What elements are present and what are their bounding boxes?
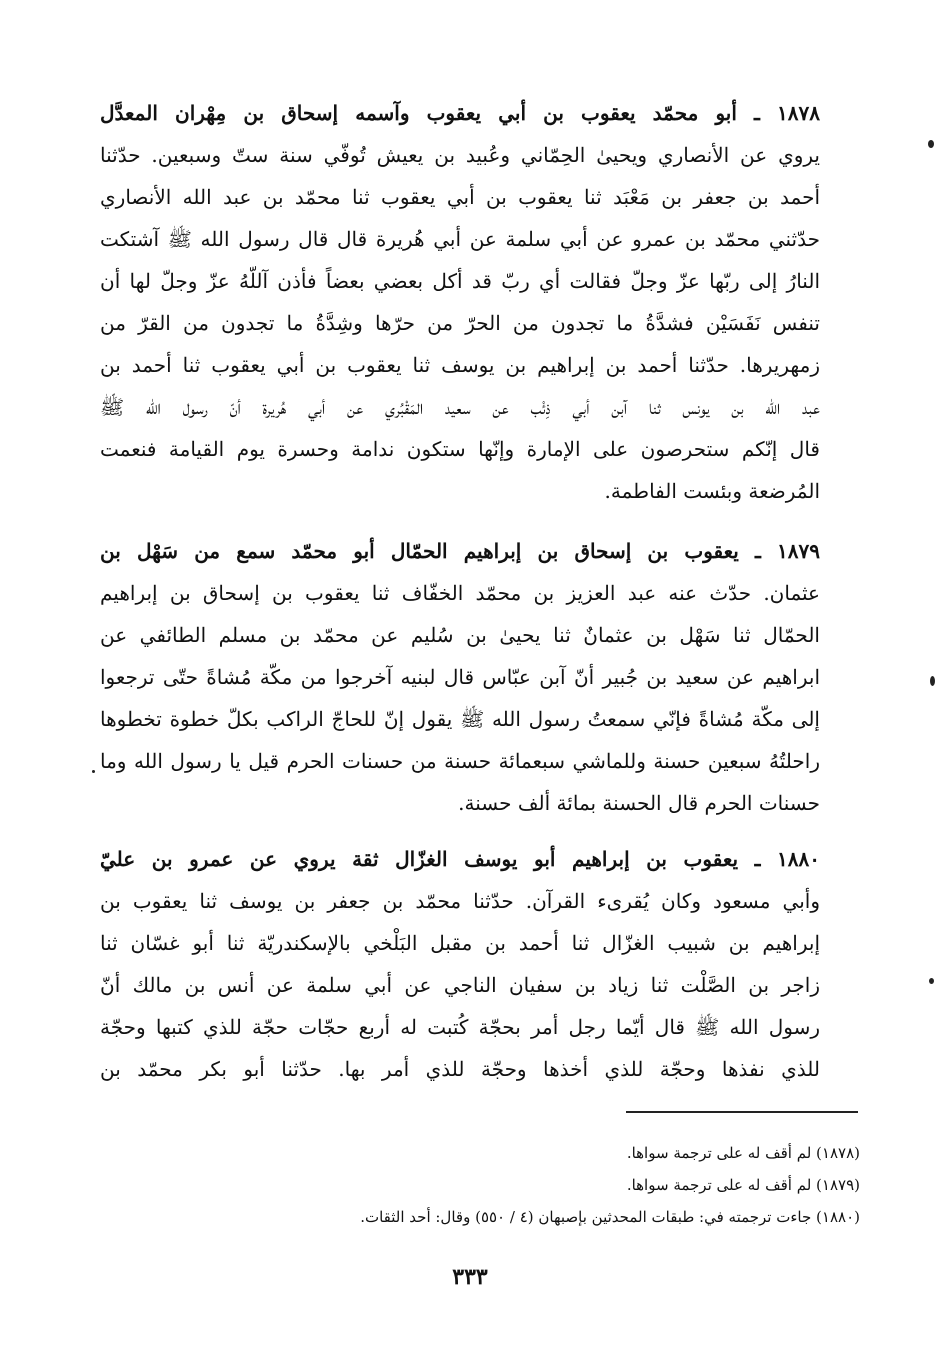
text-line: حسنات الحرم قال الحسنة بمائة ألف حسنة. [458,791,820,815]
footnote-1878: (١٨٧٨) لم أقف له على ترجمة سواها. [626,1144,860,1162]
scan-speck [929,978,934,984]
text-line: وأبي مسعود وكان يُقرىء القرآن. حدّثنا محمّد بن جعفر بن يوسف ثنا يعقوب بن [100,889,820,913]
text-line: حدّثني محمّد بن عمرو عن أبي سلمة عن أبي هُريرة قال قال رسول الله ﷺ آشتكت [100,227,820,251]
text-line: راحلتُهُ سبعين حسنة وللماشي سبعمائة حسنة من حسنات الحرم قيل يا رسول الله وما [100,749,820,773]
text-line: المُرضعة وبئست الفاطمة. [604,479,820,503]
text-line: عثمان. حدّث عنه عبد العزيز بن محمّد الخفّاف ثنا يعقوب بن إسحاق بن إبراهيم [100,581,820,605]
text-line: للذي نفذها وحجّة للذي أخذها وحجّة للذي أمر بها. حدّثنا أبو بكر محمّد بن [100,1057,820,1081]
text-line: يروي عن الأنصاري ويحيىٰ الحِمّاني وعُبيد بن يعيش تُوفّي سنة ستّ وسبعين. حدّثنا [100,143,820,167]
text-line: تنفس نَفَسَيْن فشدَّةُ ما تجدون من الحرّ من حرّها وشِدَّةُ ما تجدون من القرّ من [100,311,820,335]
scan-speck [928,140,934,148]
text-line: رسول الله ﷺ قال أيّما رجل أمر بحجّة كُتبت له أربع حجّات حجّة للذي كتبها وحجّة [100,1015,820,1039]
entry-heading: ١٨٧٩ ـ يعقوب بن إسحاق بن إبراهيم الحمّال أبو محمّد سمع من سَهْل بن [100,539,820,563]
page-number: ٣٣٣ [452,1264,488,1290]
scan-speck [92,770,95,773]
text-line: الحمّال ثنا سَهْل بن عثمانٌ ثنا يحيىٰ بن سُليم عن محمّد بن مسلم الطائفي عن [100,623,820,647]
footnote-1880: (١٨٨٠) جاءت ترجمته في: طبقات المحدثين بإصبهان (٤ / ٥٥٠) وقال: أحد الثقات. [360,1208,860,1226]
entry-1878 [100,92,820,512]
footnote-separator [626,1111,858,1113]
scan-speck [930,676,935,686]
footnotes [220,1137,860,1233]
text-line: زمهريرها. حدّثنا أحمد بن إبراهيم بن يوسف ثنا يعقوب بن أبي يعقوب ثنا أحمد بن [100,353,820,377]
text-line: عبد الله بن يونس ثنا آبن أبي ذِئْب عن سعيد المَقْبُري عن أبي هُريرة أنّ رسول الله ﷺ [100,395,820,419]
entry-heading: ١٨٧٨ ـ أبو محمّد يعقوب بن أبي يعقوب وآسمه إسحاق بن مِهْران المعدَّل [100,101,820,125]
entry-1879 [100,530,820,824]
entry-1880 [100,838,820,1090]
entry-heading: ١٨٨٠ ـ يعقوب بن إبراهيم أبو يوسف الغزّال ثقة يروي عن عمرو بن عليّ [100,847,820,871]
text-line: أحمد بن جعفر بن مَعْبَد ثنا يعقوب بن أبي يعقوب ثنا محمّد بن عبد الله الأنصاري [100,185,820,209]
text-line: ابراهيم عن سعيد بن جُبير أنّ آبن عبّاس قال لبنيه آخرجوا من مكّة مُشاةً حتّى ترجعوا [100,665,820,689]
text-line: إلى مكّة مُشاةً فإنّي سمعتُ رسول الله ﷺ يقول إنّ للحاجّ الراكب بكلّ خطوة تخطوها [100,707,820,731]
text-line: النارُ إلى ربّها عزّ وجلّ فقالت أي ربّ قد أكل بعضي بعضاً فأذن آللّهُ عزّ وجلّ لها أن [100,269,820,293]
text-line: إبراهيم بن شبيب الغزّال ثنا أحمد بن مقبل البَلْخي بالإسكندريّة ثنا أبو غسّان ثنا [100,931,820,955]
footnote-1879: (١٨٧٩) لم أقف له على ترجمة سواها. [626,1176,860,1194]
text-line: زاجر بن الصَّلْت ثنا زياد بن سفيان الناجي عن أبي سلمة عن أنس بن مالك أنّ [100,973,820,997]
text-line: قال إنّكم ستحرصون على الإمارة وإنّها ستكون ندامة وحسرة يوم القيامة فنعمت [100,437,820,461]
